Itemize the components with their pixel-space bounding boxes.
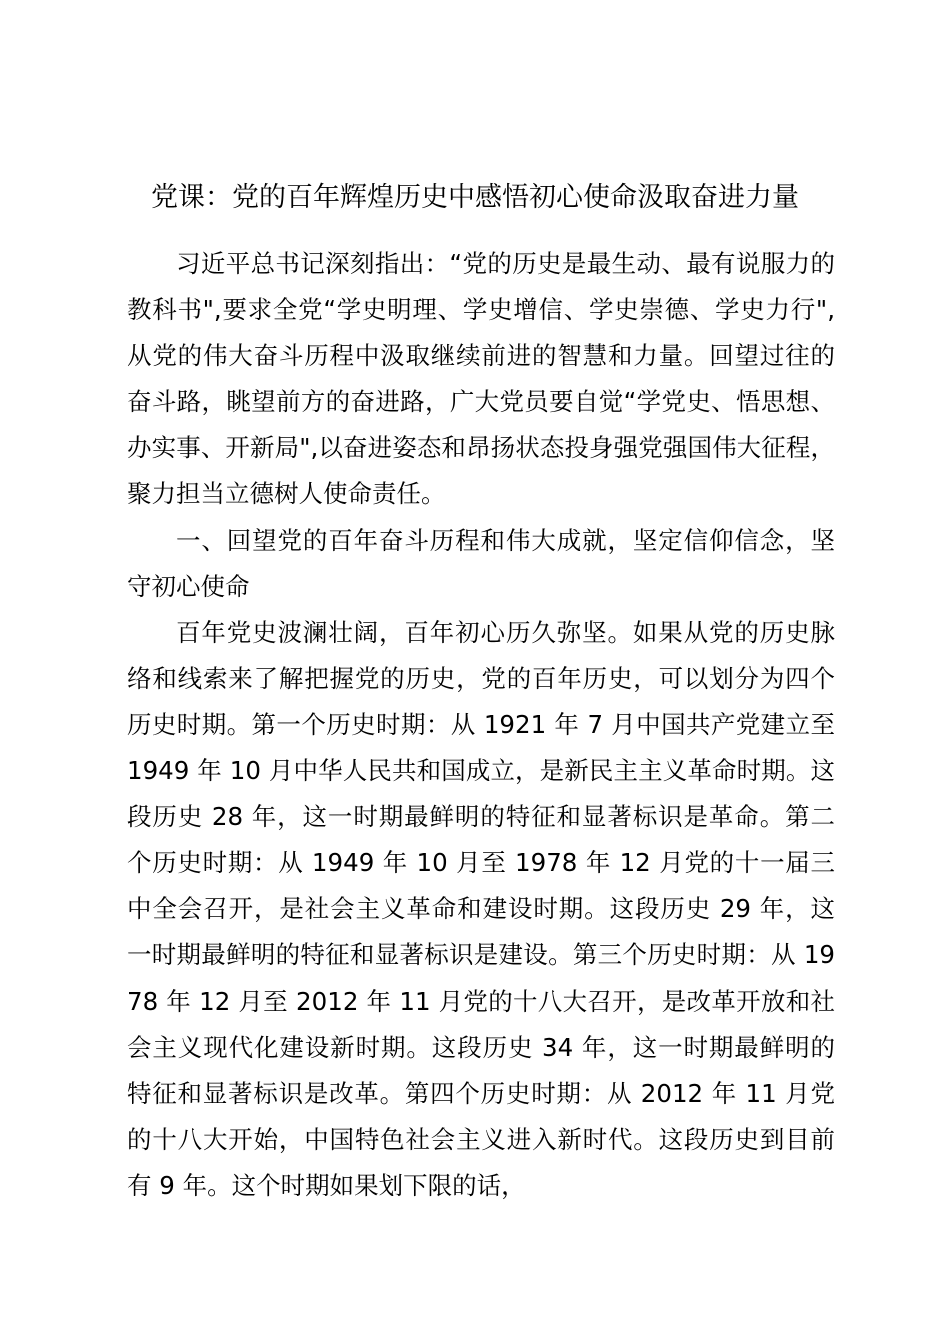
intro-paragraph: 习近平总书记深刻指出：“党的历史是最生动、最有说服力的教科书",要求全党“学史明理、学史增信、学史崇德、学史力行",从党的伟大奋斗历程中汲取继续前进的智慧和力量。回望过往的奋斗路，眺望前方的奋进路，广大党员要自觉“学党史、悟思想、办实事、开新局",以奋进姿态和昂扬状态投身强党强国伟大征程，聚力担当立德树人使命责任。 — [127, 249, 835, 509]
history-periods-paragraph: 百年党史波澜壮阔，百年初心历久弥坚。如果从党的历史脉络和线索来了解把握党的历史，党的百年历史，可以划分为四个历史时期。第一个历史时期：从 1921 年 7 月中国共产党建立至 1949 年 10 月中华人民共和国成立，是新民主主义革命时期。这段历史 28 年，这一时期最鲜明的特征和显著标识是革命。第二个历史时期：从 1949 年 10 月至 1978 年 12 月党的十一届三中全会召开，是社会主义革命和建设时期。这段历史 29 年，这一时期最鲜明的特征和显著标识是建设。第三个历史时期：从 1978 年 12 月至 2012 年 11 月党的十八大召开，是改革开放和社会主义现代化建设新时期。这段历史 34 年，这一时期最鲜明的特征和显著标识是改革。第四个历史时期：从 2012 年 11 月党的十八大开始，中国特色社会主义进入新时代。这段历史到目前有 9 年。这个时期如果划下限的话， — [127, 617, 835, 1200]
section-heading-1: 一、回望党的百年奋斗历程和伟大成就，坚定信仰信念，坚守初心使命 — [127, 525, 835, 601]
document-title: 党课：党的百年辉煌历史中感悟初心使命汲取奋进力量 — [151, 182, 799, 213]
document-body — [127, 241, 835, 1209]
